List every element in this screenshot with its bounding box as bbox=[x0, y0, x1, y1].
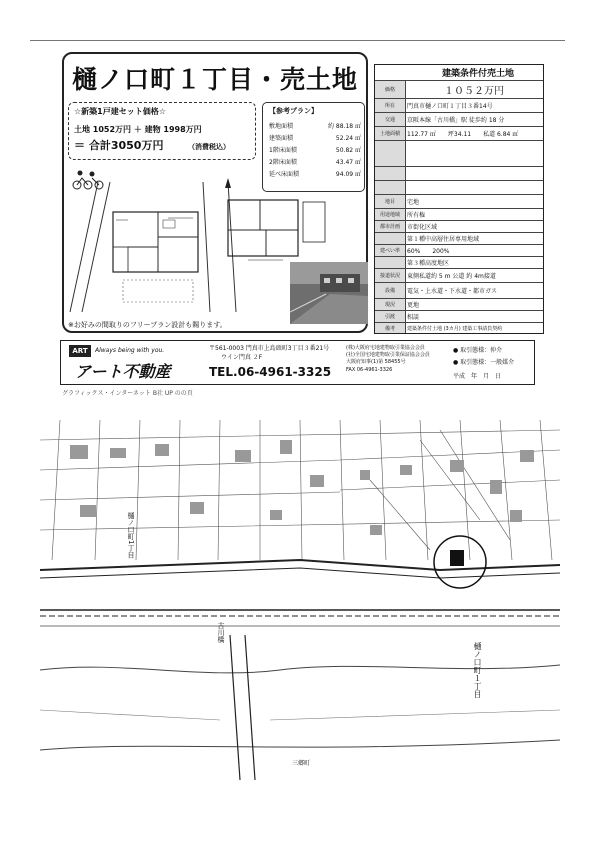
table-row-value: 京阪本線「古川橋」駅 徒歩約 18 分 bbox=[407, 117, 505, 124]
table-row-value: 東側私道約 5 m 公道 約 4m接道 bbox=[407, 273, 496, 280]
map-bottom-label: 三郷町 bbox=[292, 760, 311, 767]
table-row-label: 建ぺい率 bbox=[375, 245, 406, 256]
table-row-value bbox=[407, 167, 541, 180]
table-row-value bbox=[407, 181, 541, 194]
table-header: 建築条件付売土地 bbox=[441, 69, 514, 79]
price-value: １０５２万円 bbox=[444, 86, 504, 97]
table-row bbox=[375, 221, 543, 233]
table-row-label: 土地面積 bbox=[375, 127, 406, 140]
table-row-value: 所有権 bbox=[407, 212, 426, 219]
table-row bbox=[375, 195, 543, 209]
table-row-label: 設備 bbox=[375, 283, 406, 298]
street-photo bbox=[290, 262, 368, 324]
table-row-label bbox=[375, 181, 406, 194]
table-row-label: 所在 bbox=[375, 99, 406, 112]
river-label: 古川橋 bbox=[217, 622, 225, 643]
company-tel: TEL.06-4961-3325 bbox=[209, 365, 332, 379]
table-row-label: 都市計画 bbox=[375, 221, 406, 232]
table-row-value: 市街化区域 bbox=[407, 224, 438, 231]
table-row bbox=[375, 233, 543, 245]
table-row-label bbox=[375, 141, 406, 166]
table-row-value: 112.77 ㎡ 坪34.11 私道 6.84 ㎡ bbox=[407, 131, 519, 138]
table-row-label: 備考 bbox=[375, 323, 406, 333]
deal-type-2: ● 取引態様：一般媒介 bbox=[453, 359, 515, 366]
price-line: 土地 1052万円 ＋ 建物 1998万円 bbox=[74, 125, 202, 134]
total-line: ＝ 合計3050万円 bbox=[74, 139, 164, 152]
table-row-label: 用途地域 bbox=[375, 209, 406, 220]
table-row bbox=[375, 99, 543, 113]
company-license: ウイン門真 ２F bbox=[221, 354, 263, 361]
company-address: 〒561-0003 門真市上島頭町3丁目３番21号 bbox=[209, 345, 330, 352]
plan-item: 2階床面積 43.47 ㎡ bbox=[269, 159, 361, 166]
set-heading: ☆新築1戸建セット価格☆ bbox=[74, 107, 166, 116]
table-row-label: 地目 bbox=[375, 195, 406, 208]
table-row bbox=[375, 323, 543, 333]
district-label-2: 樋ノ口町１丁目 bbox=[473, 642, 482, 698]
member-lines: (株)大阪府宅地建物取引業協会会員 (社)全国宅地建物取引業保証協会会員 大阪府知事(1)第 58455号 FAX 06-4961-3326 bbox=[346, 345, 430, 373]
top-rule bbox=[30, 40, 565, 41]
table-row-label bbox=[375, 257, 406, 268]
table-row bbox=[375, 181, 543, 195]
company-banner bbox=[60, 340, 535, 385]
table-row-value: 宅地 bbox=[407, 199, 420, 206]
company-tagline: Always being with you. bbox=[95, 347, 165, 354]
company-logo: ART bbox=[69, 345, 91, 357]
table-row-value: 60% 200% bbox=[407, 248, 450, 255]
table-row bbox=[375, 113, 543, 127]
table-row bbox=[375, 167, 543, 181]
table-row-value: 門真市樋ノ口町１丁目３番14号 bbox=[407, 103, 493, 110]
caption: グラフィックス・インターネット B社 UP のの頁 bbox=[62, 390, 193, 397]
table-row bbox=[375, 245, 543, 257]
table-row bbox=[375, 81, 543, 99]
date-field: 平成 年 月 日 bbox=[453, 373, 502, 380]
plan-item: 1階床面積 50.82 ㎡ bbox=[269, 147, 361, 154]
flyer-title: 樋ノ口町１丁目・売土地 bbox=[72, 65, 359, 94]
table-row-label: 接道状況 bbox=[375, 269, 406, 282]
location-map bbox=[40, 420, 560, 780]
table-row-value: 建築条件付土地 (3カ月) 建築工事請負契約 bbox=[407, 325, 503, 332]
table-row-value: 第１種中高層住居専用地域 bbox=[407, 236, 480, 243]
table-row bbox=[375, 257, 543, 269]
table-row-value: 更地 bbox=[407, 302, 420, 309]
table-row-value: 第３種高度地区 bbox=[407, 260, 450, 267]
table-row-value bbox=[407, 141, 541, 166]
table-row bbox=[375, 127, 543, 141]
table-row-value: 電気・上水道・下水道・都市ガス bbox=[407, 288, 498, 295]
table-row-label: 交通 bbox=[375, 113, 406, 126]
company-name: アート不動産 bbox=[75, 362, 171, 381]
flyer-footnote: ※お好みの間取りのフリープラン設計も賜ります。 bbox=[68, 321, 227, 329]
table-row-label bbox=[375, 167, 406, 180]
total-note: （消費税込） bbox=[188, 143, 230, 151]
district-label-1: 樋ノ口町1丁目 bbox=[127, 512, 135, 559]
table-row-label: 現況 bbox=[375, 299, 406, 310]
table-row bbox=[375, 283, 543, 299]
table-row bbox=[375, 311, 543, 323]
table-row-label: 価格 bbox=[375, 81, 406, 98]
table-row bbox=[375, 209, 543, 221]
table-row-label bbox=[375, 233, 406, 244]
deal-type-1: ● 取引態様：仲介 bbox=[453, 347, 503, 354]
plan-item: 延べ床面積 94.09 ㎡ bbox=[269, 171, 361, 178]
table-row bbox=[375, 141, 543, 167]
plan-heading: 【参考プラン】 bbox=[269, 107, 318, 115]
table-row-label: 引渡 bbox=[375, 311, 406, 322]
plan-item: 建築面積 52.24 ㎡ bbox=[269, 135, 361, 142]
table-row-value: 相談 bbox=[407, 314, 420, 321]
table-row bbox=[375, 299, 543, 311]
table-header-row bbox=[375, 65, 543, 81]
plan-item: 敷地面積 約 88.18 ㎡ bbox=[269, 123, 361, 130]
table-row bbox=[375, 269, 543, 283]
property-info-table bbox=[374, 64, 544, 334]
